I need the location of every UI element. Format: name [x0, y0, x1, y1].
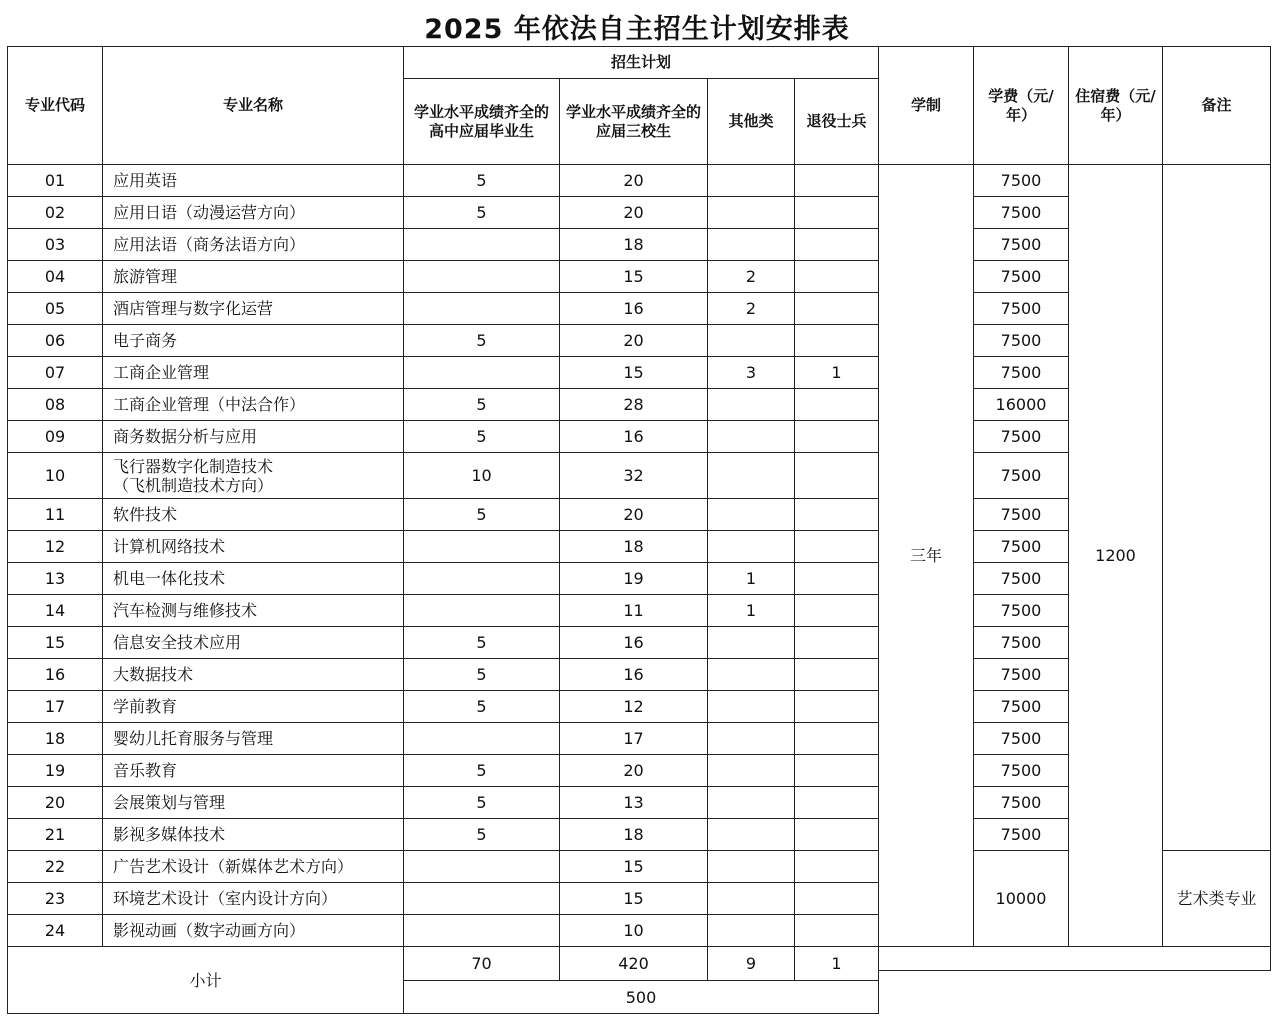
plan-a-cell: 5	[404, 691, 560, 723]
plan-a-cell	[404, 883, 560, 915]
major-code-cell: 20	[8, 787, 103, 819]
header-plan-d: 退役士兵	[795, 79, 879, 165]
plan-d-cell	[795, 915, 879, 947]
plan-a-cell	[404, 851, 560, 883]
tuition-cell: 7500	[974, 691, 1069, 723]
art-remark-cell: 艺术类专业	[1163, 851, 1271, 947]
plan-c-cell	[708, 915, 795, 947]
header-tuition: 学费（元/年）	[974, 47, 1069, 165]
plan-c-cell	[708, 499, 795, 531]
plan-d-cell	[795, 293, 879, 325]
duration-cell: 三年	[879, 165, 974, 947]
plan-c-cell	[708, 389, 795, 421]
major-name-cell	[103, 229, 404, 261]
tuition-cell: 7500	[974, 229, 1069, 261]
page-title: 2025 年依法自主招生计划安排表	[424, 14, 850, 45]
plan-d-cell	[795, 787, 879, 819]
tuition-cell: 7500	[974, 453, 1069, 499]
major-code-cell: 17	[8, 691, 103, 723]
plan-d-cell	[795, 499, 879, 531]
header-plan-group: 招生计划	[404, 47, 879, 79]
major-name-text: 广告艺术设计（新媒体艺术方向）	[113, 857, 354, 876]
plan-a-cell: 10	[404, 453, 560, 499]
header-code: 专业代码	[8, 47, 103, 165]
plan-d-cell	[795, 165, 879, 197]
major-name-cell	[103, 197, 404, 229]
plan-b-cell: 12	[560, 691, 708, 723]
plan-a-cell: 5	[404, 819, 560, 851]
major-code-cell: 04	[8, 261, 103, 293]
enrollment-plan-table	[7, 46, 1271, 1014]
major-name-cell	[103, 165, 404, 197]
plan-b-cell: 20	[560, 325, 708, 357]
major-name-cell	[103, 293, 404, 325]
plan-d-cell	[795, 563, 879, 595]
plan-c-cell	[708, 755, 795, 787]
plan-a-cell: 5	[404, 165, 560, 197]
major-name-text: 飞行器数字化制造技术	[113, 456, 274, 476]
plan-b-cell: 13	[560, 787, 708, 819]
plan-d-cell	[795, 595, 879, 627]
major-name-cell	[103, 787, 404, 819]
major-name-text: 旅游管理	[113, 267, 178, 286]
plan-c-cell	[708, 819, 795, 851]
plan-b-cell: 15	[560, 883, 708, 915]
tuition-cell: 7500	[974, 627, 1069, 659]
plan-a-cell	[404, 261, 560, 293]
plan-d-cell	[795, 389, 879, 421]
major-name-text: 会展策划与管理	[113, 793, 226, 812]
plan-b-cell: 28	[560, 389, 708, 421]
tuition-cell: 7500	[974, 723, 1069, 755]
plan-c-cell	[708, 421, 795, 453]
major-name-cell	[103, 389, 404, 421]
plan-a-cell: 5	[404, 325, 560, 357]
major-name-text: 计算机网络技术	[113, 537, 226, 556]
plan-b-cell: 18	[560, 819, 708, 851]
major-name-text: 机电一体化技术	[113, 569, 226, 588]
plan-a-cell	[404, 563, 560, 595]
plan-b-cell: 16	[560, 293, 708, 325]
tuition-cell: 16000	[974, 389, 1069, 421]
major-code-cell: 22	[8, 851, 103, 883]
major-name-cell	[103, 325, 404, 357]
plan-a-cell: 5	[404, 389, 560, 421]
major-name-text: 大数据技术	[113, 665, 194, 684]
plan-d-cell	[795, 453, 879, 499]
plan-b-cell: 20	[560, 499, 708, 531]
plan-c-cell	[708, 627, 795, 659]
major-name-text: 影视动画（数字动画方向）	[113, 921, 306, 940]
plan-b-cell: 19	[560, 563, 708, 595]
plan-c-cell	[708, 197, 795, 229]
major-name-text: 软件技术	[113, 505, 178, 524]
plan-b-cell: 15	[560, 357, 708, 389]
major-code-cell: 18	[8, 723, 103, 755]
tuition-cell: 7500	[974, 165, 1069, 197]
major-name-text: 商务数据分析与应用	[113, 427, 258, 446]
major-name-text: 工商企业管理	[113, 363, 210, 382]
plan-b-cell: 15	[560, 261, 708, 293]
tuition-cell: 7500	[974, 499, 1069, 531]
major-name-text: 环境艺术设计（室内设计方向）	[113, 889, 338, 908]
major-code-cell: 19	[8, 755, 103, 787]
plan-c-cell	[708, 883, 795, 915]
header-duration: 学制	[879, 47, 974, 165]
plan-a-cell: 5	[404, 499, 560, 531]
major-name-cell	[103, 883, 404, 915]
plan-b-cell: 20	[560, 197, 708, 229]
major-code-cell: 10	[8, 453, 103, 499]
plan-a-cell	[404, 229, 560, 261]
major-name-cell	[103, 851, 404, 883]
major-name-cell	[103, 421, 404, 453]
plan-c-cell	[708, 453, 795, 499]
major-name-text: 应用日语（动漫运营方向）	[113, 203, 306, 222]
major-name-cell	[103, 627, 404, 659]
major-name-text: 电子商务	[113, 331, 178, 350]
major-name-cell	[103, 261, 404, 293]
major-code-cell: 03	[8, 229, 103, 261]
tuition-cell: 7500	[974, 531, 1069, 563]
plan-d-cell	[795, 197, 879, 229]
major-code-cell: 12	[8, 531, 103, 563]
plan-c-cell: 3	[708, 357, 795, 389]
header-plan-a: 学业水平成绩齐全的高中应届毕业生	[404, 79, 560, 165]
major-name-cell	[103, 531, 404, 563]
tuition-cell: 7500	[974, 755, 1069, 787]
major-name-text: 音乐教育	[113, 761, 178, 780]
plan-a-cell	[404, 531, 560, 563]
plan-d-cell	[795, 627, 879, 659]
plan-d-cell	[795, 531, 879, 563]
plan-a-cell	[404, 915, 560, 947]
plan-c-cell: 2	[708, 261, 795, 293]
major-code-cell: 11	[8, 499, 103, 531]
table-row	[8, 165, 1271, 197]
major-name-cell	[103, 595, 404, 627]
plan-c-cell	[708, 691, 795, 723]
major-name-subtext: （飞机制造技术方向）	[113, 475, 274, 495]
major-name-text: 应用英语	[113, 171, 178, 190]
plan-c-cell	[708, 787, 795, 819]
plan-c-cell	[708, 165, 795, 197]
plan-a-cell	[404, 357, 560, 389]
header-plan-b: 学业水平成绩齐全的应届三校生	[560, 79, 708, 165]
plan-c-cell	[708, 851, 795, 883]
plan-b-cell: 16	[560, 659, 708, 691]
subtotal-b: 420	[560, 947, 708, 981]
tuition-cell: 7500	[974, 787, 1069, 819]
plan-c-cell	[708, 723, 795, 755]
major-name-cell	[103, 453, 404, 499]
remark-cell	[1163, 165, 1271, 851]
plan-d-cell	[795, 659, 879, 691]
art-tuition-cell: 10000	[974, 851, 1069, 947]
major-code-cell: 08	[8, 389, 103, 421]
major-name-text: 酒店管理与数字化运营	[113, 299, 274, 318]
plan-a-cell	[404, 595, 560, 627]
header-plan-c: 其他类	[708, 79, 795, 165]
lodging-cell: 1200	[1069, 165, 1163, 947]
plan-a-cell: 5	[404, 421, 560, 453]
subtotal-blank	[879, 971, 1271, 981]
plan-b-cell: 17	[560, 723, 708, 755]
plan-c-cell	[708, 659, 795, 691]
plan-a-cell: 5	[404, 197, 560, 229]
tuition-cell: 7500	[974, 197, 1069, 229]
major-code-cell: 02	[8, 197, 103, 229]
major-code-cell: 01	[8, 165, 103, 197]
major-name-cell	[103, 755, 404, 787]
subtotal-a: 70	[404, 947, 560, 981]
plan-a-cell	[404, 723, 560, 755]
subtotal-filler	[879, 947, 1271, 971]
plan-d-cell	[795, 229, 879, 261]
plan-b-cell: 10	[560, 915, 708, 947]
plan-d-cell	[795, 325, 879, 357]
plan-b-cell: 20	[560, 165, 708, 197]
major-name-text: 学前教育	[113, 697, 178, 716]
plan-b-cell: 32	[560, 453, 708, 499]
plan-c-cell	[708, 531, 795, 563]
plan-d-cell	[795, 819, 879, 851]
plan-d-cell	[795, 723, 879, 755]
major-name-text: 应用法语（商务法语方向）	[113, 235, 306, 254]
plan-a-cell: 5	[404, 755, 560, 787]
major-name-cell	[103, 499, 404, 531]
total-value: 500	[404, 981, 879, 1014]
plan-a-cell: 5	[404, 627, 560, 659]
major-name-cell	[103, 723, 404, 755]
plan-b-cell: 20	[560, 755, 708, 787]
major-name-cell	[103, 563, 404, 595]
tuition-cell: 7500	[974, 563, 1069, 595]
major-code-cell: 21	[8, 819, 103, 851]
subtotal-row	[8, 947, 1271, 971]
major-code-cell: 16	[8, 659, 103, 691]
major-name-text: 汽车检测与维修技术	[113, 601, 258, 620]
plan-c-cell: 1	[708, 595, 795, 627]
plan-b-cell: 16	[560, 627, 708, 659]
major-code-cell: 05	[8, 293, 103, 325]
major-name-cell	[103, 819, 404, 851]
tuition-cell: 7500	[974, 819, 1069, 851]
plan-b-cell: 11	[560, 595, 708, 627]
plan-c-cell: 1	[708, 563, 795, 595]
major-code-cell: 13	[8, 563, 103, 595]
tuition-cell: 7500	[974, 325, 1069, 357]
plan-b-cell: 15	[560, 851, 708, 883]
plan-a-cell	[404, 293, 560, 325]
plan-c-cell: 2	[708, 293, 795, 325]
major-name-text: 工商企业管理（中法合作）	[113, 395, 306, 414]
header-name: 专业名称	[103, 47, 404, 165]
major-name-text: 信息安全技术应用	[113, 633, 242, 652]
plan-d-cell	[795, 691, 879, 723]
subtotal-c: 9	[708, 947, 795, 981]
plan-a-cell: 5	[404, 659, 560, 691]
subtotal-label: 小计	[8, 947, 404, 1014]
plan-d-cell	[795, 883, 879, 915]
major-code-cell: 09	[8, 421, 103, 453]
major-code-cell: 14	[8, 595, 103, 627]
major-name-text: 影视多媒体技术	[113, 825, 226, 844]
major-code-cell: 23	[8, 883, 103, 915]
plan-d-cell	[795, 261, 879, 293]
major-name-cell	[103, 659, 404, 691]
plan-d-cell	[795, 851, 879, 883]
plan-b-cell: 18	[560, 531, 708, 563]
major-name-cell	[103, 915, 404, 947]
plan-d-cell	[795, 421, 879, 453]
tuition-cell: 7500	[974, 261, 1069, 293]
major-name-cell	[103, 691, 404, 723]
header-lodging: 住宿费（元/年）	[1069, 47, 1163, 165]
plan-b-cell: 18	[560, 229, 708, 261]
tuition-cell: 7500	[974, 357, 1069, 389]
plan-a-cell: 5	[404, 787, 560, 819]
subtotal-d: 1	[795, 947, 879, 981]
major-name-text: 婴幼儿托育服务与管理	[113, 729, 274, 748]
major-name-cell	[103, 357, 404, 389]
tuition-cell: 7500	[974, 293, 1069, 325]
major-code-cell: 15	[8, 627, 103, 659]
tuition-cell: 7500	[974, 659, 1069, 691]
major-code-cell: 06	[8, 325, 103, 357]
plan-c-cell	[708, 325, 795, 357]
tuition-cell: 7500	[974, 421, 1069, 453]
major-code-cell: 07	[8, 357, 103, 389]
plan-c-cell	[708, 229, 795, 261]
header-remark: 备注	[1163, 47, 1271, 165]
tuition-cell: 7500	[974, 595, 1069, 627]
plan-d-cell	[795, 755, 879, 787]
major-code-cell: 24	[8, 915, 103, 947]
plan-b-cell: 16	[560, 421, 708, 453]
plan-d-cell: 1	[795, 357, 879, 389]
